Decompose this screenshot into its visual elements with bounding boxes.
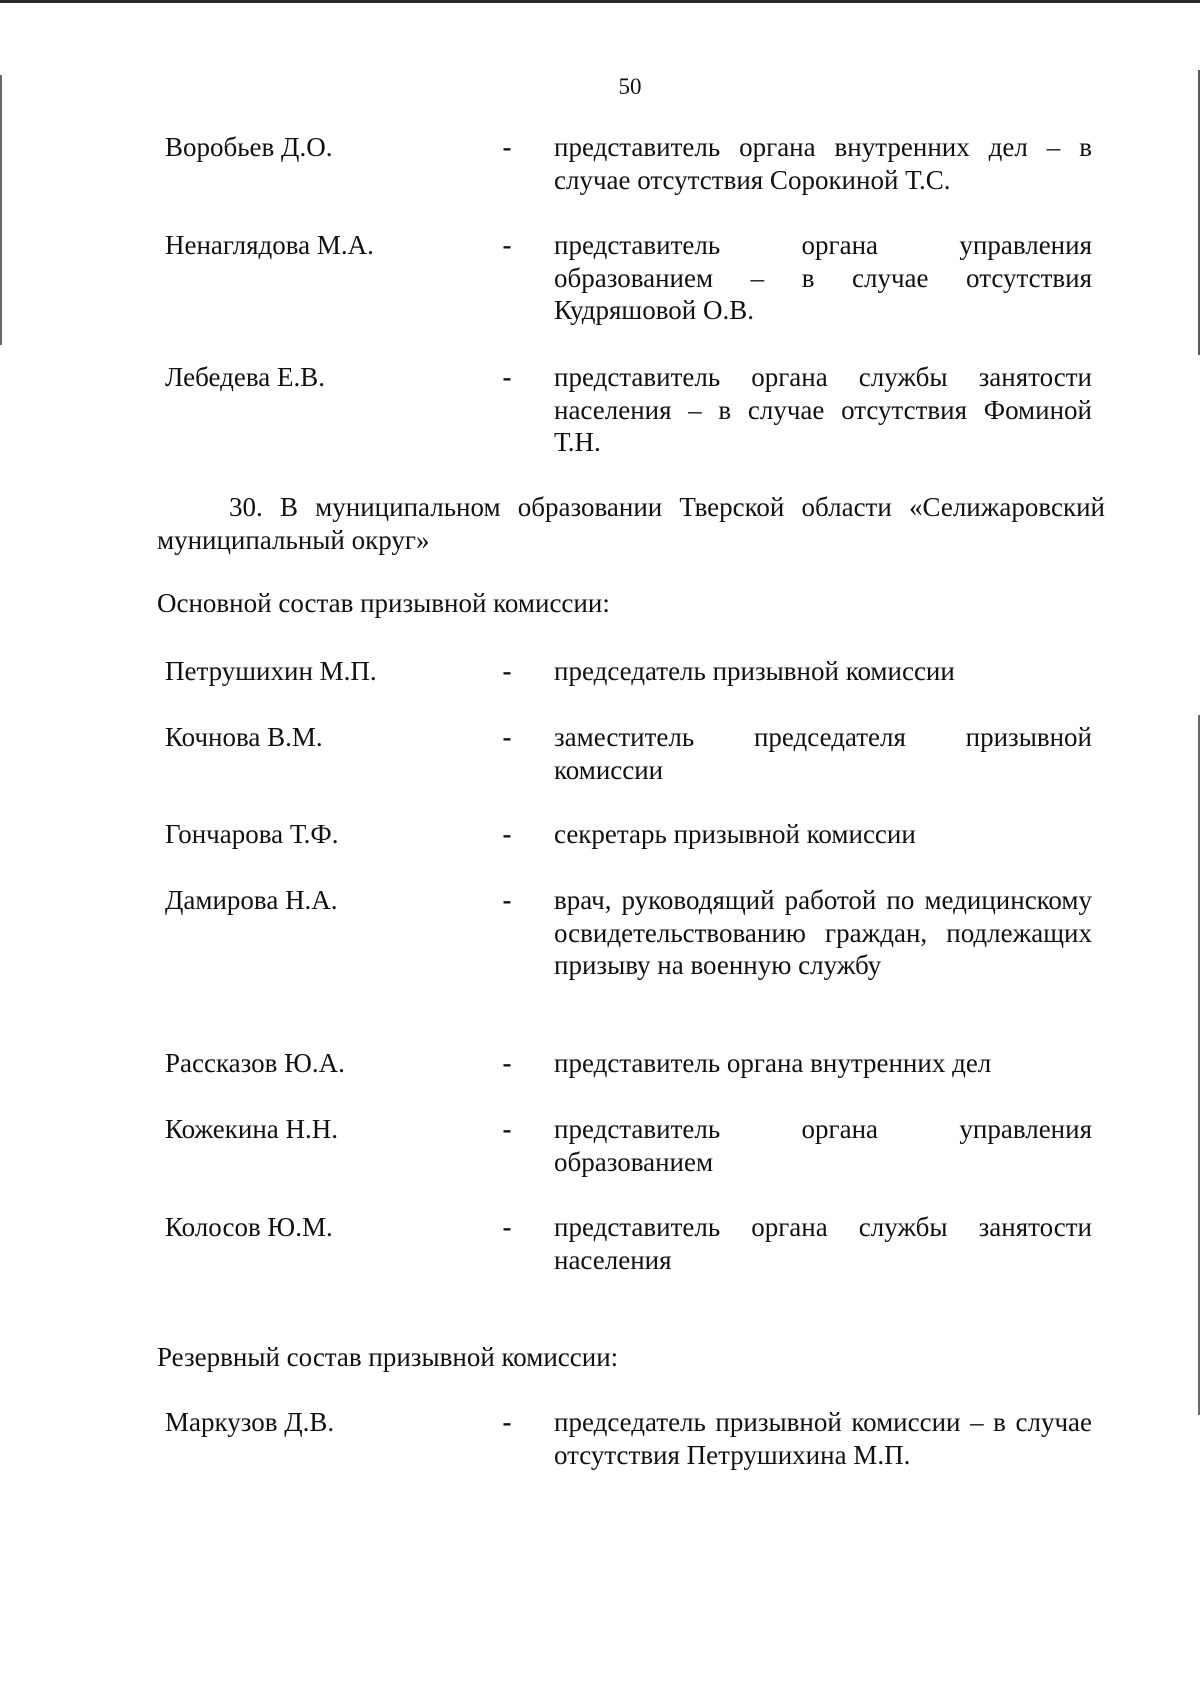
member-name: Лебедева Е.В. bbox=[165, 362, 325, 392]
main-composition-heading: Основной состав призывной комиссии: bbox=[157, 588, 610, 618]
separator-dash: - bbox=[502, 362, 512, 392]
scan-border-top bbox=[0, 0, 1200, 3]
separator-dash: - bbox=[502, 722, 512, 752]
member-role: председатель призывной комиссии – в случае отсутствия Петрушихина М.П. bbox=[554, 1407, 1092, 1470]
page-number: 50 bbox=[618, 74, 642, 99]
member-name: Гончарова Т.Ф. bbox=[165, 819, 339, 849]
member-role: представитель органа внутренних дел – в случае отсутствия Сорокиной Т.С. bbox=[554, 132, 1092, 195]
member-name: Дамирова Н.А. bbox=[165, 885, 338, 915]
member-role: секретарь призывной комиссии bbox=[554, 819, 916, 849]
separator-dash: - bbox=[502, 1114, 512, 1144]
separator-dash: - bbox=[502, 1212, 512, 1242]
member-name: Маркузов Д.В. bbox=[165, 1407, 335, 1437]
separator-dash: - bbox=[502, 885, 512, 915]
separator-dash: - bbox=[502, 1407, 512, 1437]
member-name: Ненаглядова М.А. bbox=[165, 230, 374, 260]
member-name: Колосов Ю.М. bbox=[165, 1212, 333, 1242]
member-role: представитель органа службы занятости населения bbox=[554, 1212, 1092, 1275]
member-name: Рассказов Ю.А. bbox=[165, 1048, 345, 1078]
member-role: представитель органа внутренних дел bbox=[554, 1048, 992, 1078]
member-name: Петрушихин М.П. bbox=[165, 656, 377, 686]
member-role: председатель призывной комиссии bbox=[554, 656, 955, 686]
member-name: Кочнова В.М. bbox=[165, 722, 323, 752]
separator-dash: - bbox=[502, 819, 512, 849]
member-role: представитель органа управления образованием bbox=[554, 1114, 1092, 1177]
separator-dash: - bbox=[502, 656, 512, 686]
scan-border-left bbox=[0, 75, 2, 345]
separator-dash: - bbox=[502, 132, 512, 162]
member-role: врач, руководящий работой по медицинскому освидетельствованию граждан, подлежащих призыву на военную службу bbox=[554, 885, 1092, 980]
section-title-text: 30. В муниципальном образовании Тверской области «Селижаровский муниципальный округ» bbox=[157, 492, 1105, 555]
separator-dash: - bbox=[502, 1048, 512, 1078]
member-role: представитель органа управления образованием – в случае отсутствия Кудряшовой О.В. bbox=[554, 230, 1092, 325]
member-name: Воробьев Д.О. bbox=[165, 132, 333, 162]
reserve-composition-heading: Резервный состав призывной комиссии: bbox=[157, 1342, 619, 1372]
separator-dash: - bbox=[502, 230, 512, 260]
section-title bbox=[157, 491, 1105, 556]
member-role: представитель органа службы занятости населения – в случае отсутствия Фоминой Т.Н. bbox=[554, 362, 1092, 457]
member-role: заместитель председателя призывной комиссии bbox=[554, 722, 1092, 785]
member-name: Кожекина Н.Н. bbox=[165, 1114, 339, 1144]
